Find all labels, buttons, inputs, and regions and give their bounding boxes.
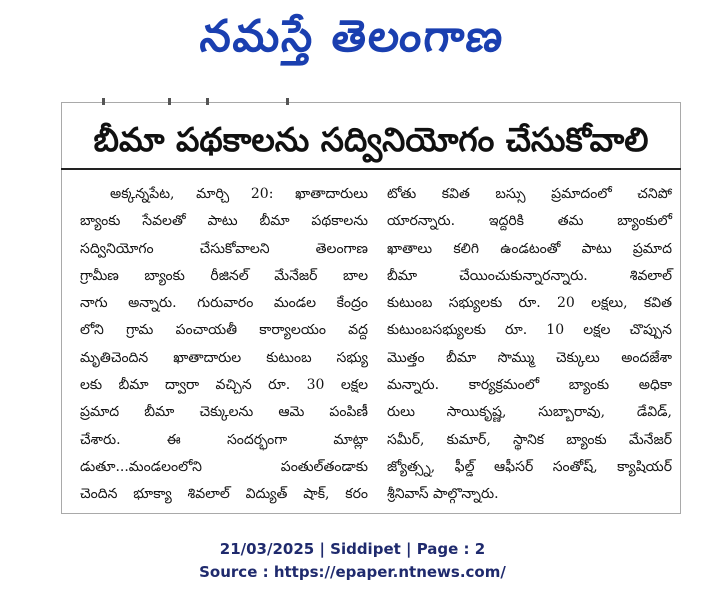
article-line: చేశారు. ఈ సందర్భంగా మాట్లా <box>80 431 368 448</box>
article-line: జ్యోత్స్న, ఫీల్డ్ ఆఫీసర్ సంతోష్, క్యాషియర్ <box>387 458 672 475</box>
text-fragment-mark <box>102 98 105 105</box>
article-line: బీమా చేయించుకున్నారన్నారు. శివలాల్ <box>387 267 672 284</box>
newspaper-masthead: నమస్తే తెలంగాణ <box>197 11 508 62</box>
article-line: మృతిచెందిన ఖాతాదారుల కుటుంబ సభ్యు <box>80 349 368 366</box>
article-line: గ్రామీణ బ్యాంకు రీజినల్ మేనేజర్ బాల <box>80 267 368 284</box>
article-line: టోతు కవిత బస్సు ప్రమాదంలో చనిపో <box>387 186 672 202</box>
article-line: రులు సాయికృష్ణ, సుబ్బారావు, డేవిడ్, <box>387 404 672 421</box>
article-line: ఖాతాలు కలిగి ఉండటంతో పాటు ప్రమాద <box>387 240 672 257</box>
clipping-source-link[interactable]: Source : https://epaper.ntnews.com/ <box>199 563 506 581</box>
article-line: సద్వినియోగం చేసుకోవాలని తెలంగాణ <box>80 240 368 257</box>
clipping-date-edition-page: 21/03/2025 | Siddipet | Page : 2 <box>219 540 486 558</box>
article-headline: బీమా పథకాలను సద్వినియోగం చేసుకోవాలి <box>93 120 649 159</box>
text-fragment-mark <box>286 98 289 105</box>
headline-divider <box>61 168 681 170</box>
article-line: డుతూ...మండలంలోని పంతుల్‌తండాకు <box>80 458 368 475</box>
article-line: ప్రమాద బీమా చెక్కులను ఆమె పంపిణీ <box>80 404 368 421</box>
article-line: లకు బీమా ద్వారా వచ్చిన రూ. 30 లక్షల <box>80 377 368 394</box>
article-line: చెందిన భూక్యా శివలాల్ విద్యుత్ షాక్, కరం <box>80 486 368 503</box>
torn-text-fragment <box>88 96 308 106</box>
article-line: కుటుంబసభ్యులకు రూ. 10 లక్షల చొప్పున <box>387 322 672 339</box>
article-line: మొత్తం బీమా సొమ్ము చెక్కులు అందజేశా <box>387 349 672 366</box>
article-line: బ్యాంకు సేవలతో పాటు బీమా పథకాలను <box>80 213 368 230</box>
article-line: లోని గ్రామ పంచాయతీ కార్యాలయం వద్ద <box>80 322 368 339</box>
article-line: కుటుంబ సభ్యులకు రూ. 20 లక్షలు, కవిత <box>387 295 672 312</box>
article-line: నాగు అన్నారు. గురువారం మండల కేంద్రం <box>80 295 368 312</box>
article-line: సమీర్, కుమార్, స్థానిక బ్యాంకు మేనేజర్ <box>387 431 672 448</box>
article-line: శ్రీనివాస్ పాల్గొన్నారు. <box>387 486 499 503</box>
text-fragment-mark <box>168 98 171 105</box>
article-line: అక్కన్నపేట, మార్చి 20: ఖాతాదారులు <box>110 186 368 202</box>
text-fragment-mark <box>206 98 209 105</box>
article-column-left <box>80 181 368 509</box>
article-column-right <box>387 181 672 509</box>
article-line: యారన్నారు. ఇద్దరికి తమ బ్యాంకులో <box>387 213 672 230</box>
article-line: మన్నారు. కార్యక్రమంలో బ్యాంకు అధికా <box>387 377 672 394</box>
